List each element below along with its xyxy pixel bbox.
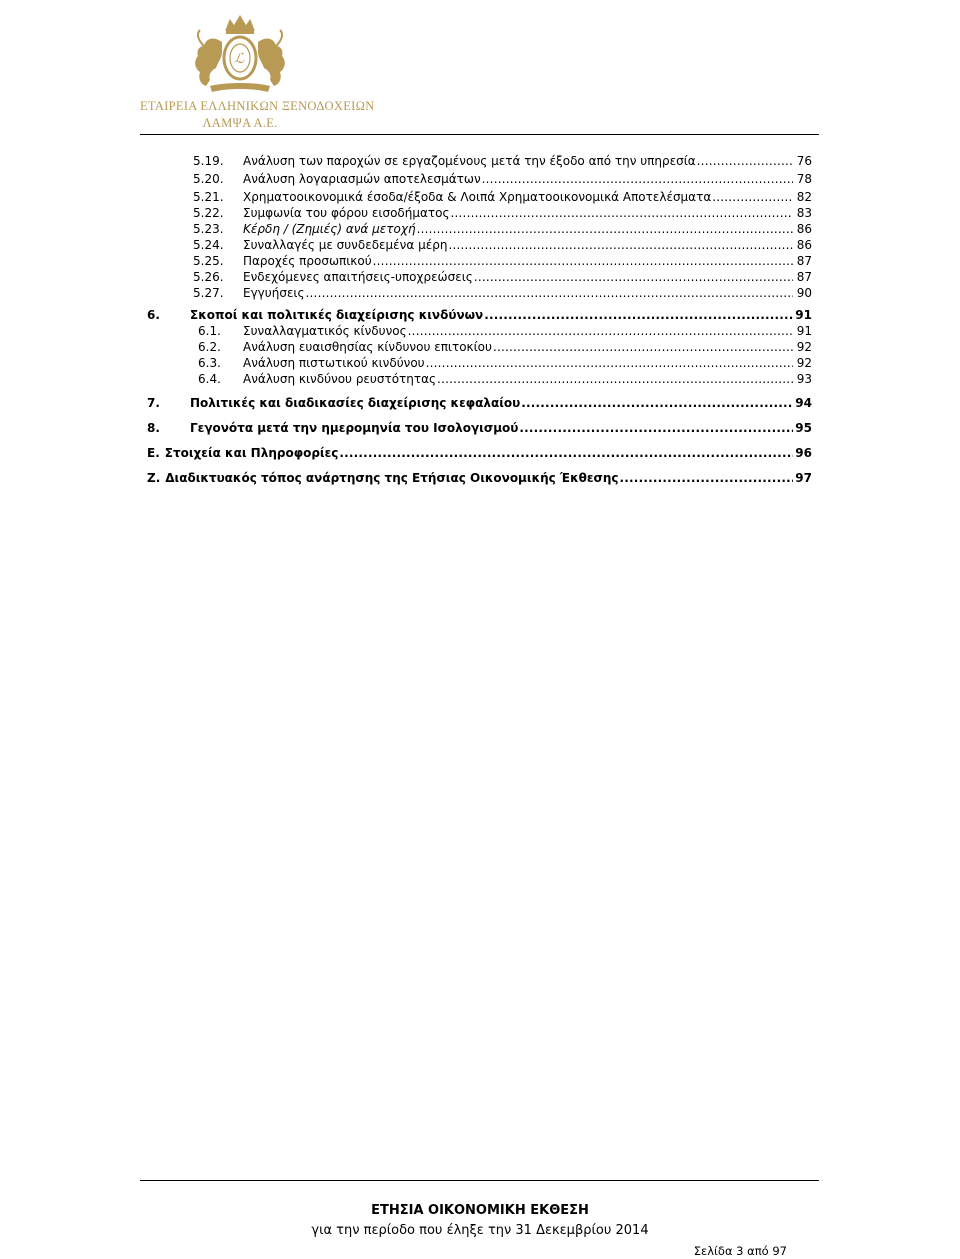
toc-number: 5.24. [193,238,224,252]
toc-page: 95 [795,421,812,435]
company-name-line2: ΛΑΜΨΑ Α.Ε. [202,116,278,130]
toc-number: 5.26. [193,270,224,284]
toc-page: 87 [796,270,812,284]
header-divider [140,134,819,135]
toc-page: 86 [796,222,812,236]
toc-number: 8. [147,421,160,435]
toc-entry[interactable] [147,324,812,340]
toc-number: 6.4. [198,372,221,386]
toc-leader [426,356,793,370]
toc-page: 92 [796,340,812,354]
company-name-line1: ΕΤΑΙΡΕΙΑ ΕΛΛΗΝΙΚΩΝ ΞΕΝΟΔΟΧΕΙΩΝ [140,99,375,113]
toc-leader [484,308,793,322]
toc-leader [519,421,793,435]
toc-page: 87 [796,254,812,268]
toc-leader [712,190,793,204]
toc-number: 7. [147,396,160,410]
toc-number: 6.2. [198,340,221,354]
toc-page: 86 [796,238,812,252]
toc-page: 91 [796,324,812,338]
toc-page: 93 [796,372,812,386]
toc-number: 6. [147,308,160,322]
toc-leader [339,446,793,460]
toc-entry[interactable] [147,471,812,487]
toc-entry[interactable] [147,356,812,372]
toc-number: 6.1. [198,324,221,338]
toc-page: 76 [796,154,812,168]
toc-number: 5.23. [193,222,224,236]
toc-entry[interactable] [147,421,812,437]
page-number: Σελίδα 3 από 97 [693,1244,787,1258]
toc-number: 5.25. [193,254,224,268]
toc-label: Χρηματοοικονομικά έσοδα/έξοδα & Λοιπά Χρηματοοικονομικά Αποτελέσματα [243,190,712,204]
report-period: για την περίοδο που έληξε την 31 Δεκεμβρίου 2014 [311,1223,649,1238]
toc-leader [408,324,793,338]
svg-text:ℒ: ℒ [234,52,245,67]
toc-entry[interactable] [147,396,812,412]
toc-page: 94 [795,396,812,410]
toc-label: Παροχές προσωπικού [243,254,372,268]
toc-label: Στοιχεία και Πληροφορίες [164,446,339,460]
company-logo [140,12,375,130]
toc-page: 96 [795,446,812,460]
toc-leader [448,238,793,252]
toc-leader [306,286,793,300]
toc-leader [493,340,793,354]
toc-entry[interactable] [193,154,812,170]
toc-leader [697,154,793,168]
toc-number: 5.20. [193,172,224,186]
toc-number: 5.21. [193,190,224,204]
toc-number: 5.19. [193,154,224,168]
toc-label: Συναλλαγές με συνδεδεμένα μέρη [243,238,448,252]
toc-label: Συμφωνία του φόρου εισοδήματος [243,206,450,220]
toc-entry[interactable] [193,206,812,222]
toc-leader [482,172,793,186]
toc-number: 6.3. [198,356,221,370]
toc-label: Γεγονότα μετά την ημερομηνία του Ισολογισμού [190,421,519,435]
toc-leader [451,206,793,220]
toc-label: Σκοποί και πολιτικές διαχείρισης κινδύνων [190,308,484,322]
toc-page: 83 [796,206,812,220]
toc-label: Κέρδη / (Ζημιές) ανά μετοχή [243,222,416,236]
toc-label: Εγγυήσεις [243,286,305,300]
footer-divider [140,1180,819,1181]
toc-label: Ανάλυση κινδύνου ρευστότητας [243,372,437,386]
toc-leader [521,396,793,410]
toc-entry[interactable] [193,270,812,286]
toc-entry[interactable] [147,446,812,462]
toc-number: E. [147,446,160,460]
toc-page: 92 [796,356,812,370]
toc-page: 97 [795,471,812,485]
toc-leader [417,222,793,236]
toc-number: Z. [147,471,161,485]
toc-entry[interactable] [193,172,812,188]
toc-page: 90 [796,286,812,300]
toc-label: Ανάλυση των παροχών σε εργαζομένους μετά την έξοδο από την υπηρεσία [243,154,696,168]
toc-entry[interactable] [193,190,812,206]
toc-leader [373,254,793,268]
toc-entry[interactable] [193,254,812,270]
toc-entry[interactable] [147,308,812,324]
toc-leader [474,270,793,284]
toc-label: Ανάλυση ευαισθησίας κίνδυνου επιτοκίου [243,340,492,354]
toc-label: Ενδεχόμενες απαιτήσεις-υποχρεώσεις [243,270,473,284]
toc-number: 5.27. [193,286,224,300]
toc-number: 5.22. [193,206,224,220]
toc-leader [620,471,793,485]
toc-label: Διαδικτυακός τόπος ανάρτησης της Ετήσιας Οικονομικής Έκθεσης [165,471,619,485]
toc-entry[interactable] [147,340,812,356]
toc-entry[interactable] [193,238,812,254]
toc-page: 78 [796,172,812,186]
toc-label: Ανάλυση λογαριασμών αποτελεσμάτων [243,172,481,186]
toc-leader [437,372,793,386]
toc-entry[interactable] [147,372,812,388]
report-title: ΕΤΗΣΙΑ ΟΙΚΟΝΟΜΙΚΗ ΕΚΘΕΣΗ [371,1203,589,1218]
toc-page: 91 [795,308,812,322]
toc-entry[interactable] [193,286,812,302]
toc-label: Συναλλαγματικός κίνδυνος [243,324,407,338]
crest-icon [170,12,310,96]
toc-page: 82 [796,190,812,204]
toc-label: Πολιτικές και διαδικασίες διαχείρισης κεφαλαίου [190,396,521,410]
toc-entry[interactable] [193,222,812,238]
toc-label: Ανάλυση πιστωτικού κινδύνου [243,356,425,370]
